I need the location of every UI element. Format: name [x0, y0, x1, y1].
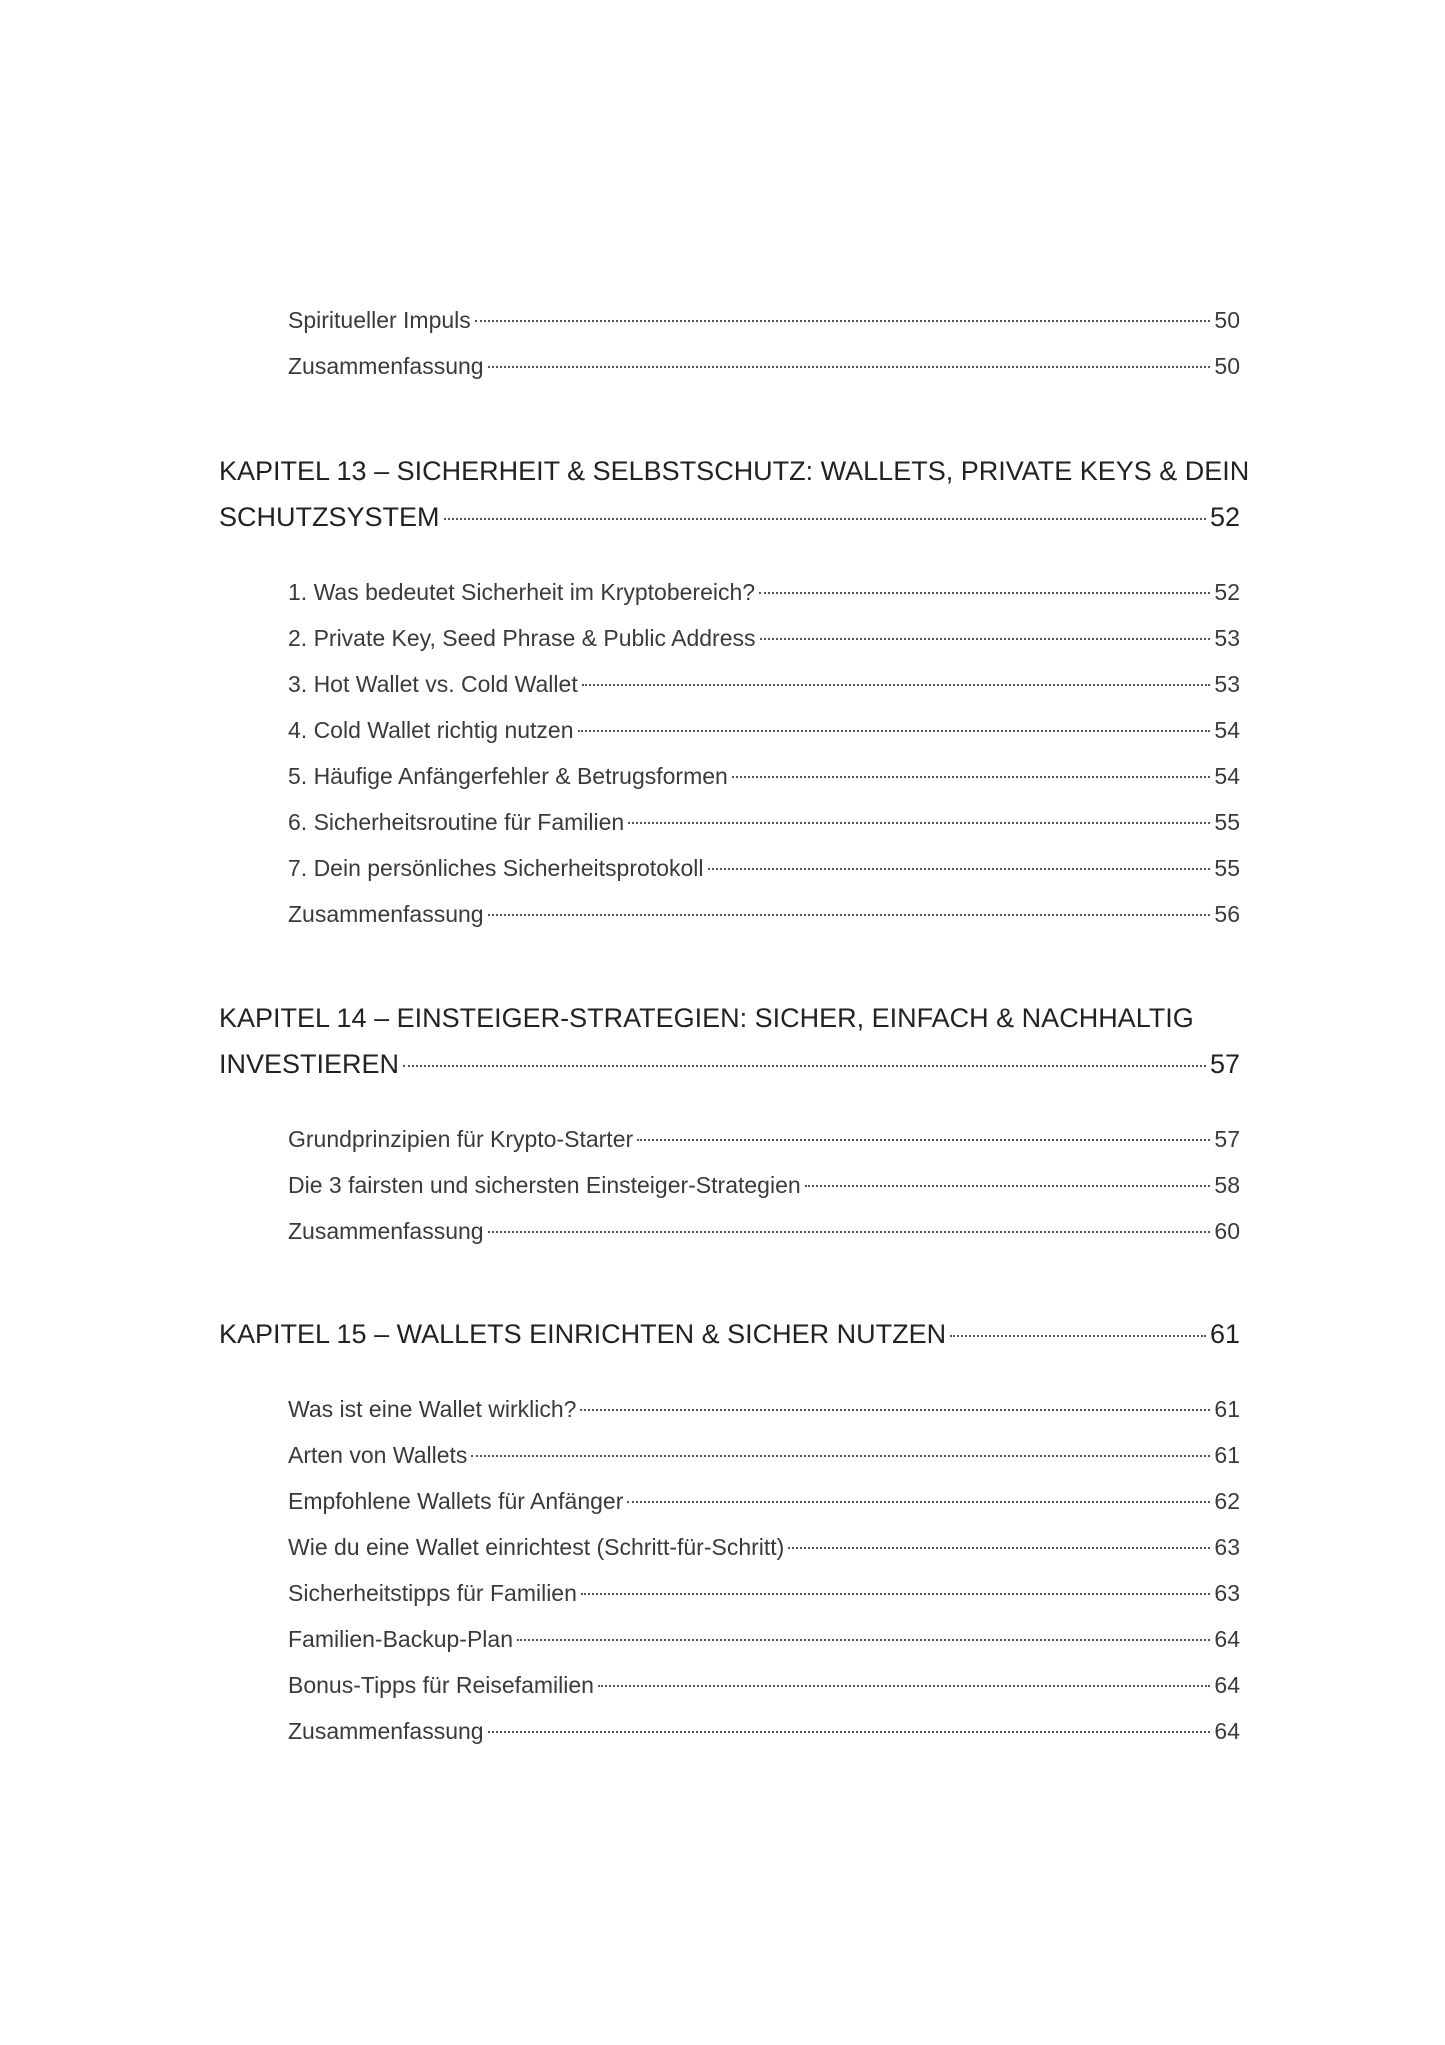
toc-entry[interactable] [288, 714, 1240, 746]
toc-entry-title: 1. Was bedeutet Sicherheit im Kryptobereich? [288, 579, 756, 605]
dot-leader [475, 320, 1211, 322]
toc-entry-page: 64 [1214, 1626, 1240, 1652]
dot-leader [488, 914, 1211, 916]
toc-entry-page: 55 [1214, 809, 1240, 835]
toc-entry-page: 56 [1214, 901, 1240, 927]
dot-leader [708, 868, 1211, 870]
toc-entry-page: 57 [1214, 1126, 1240, 1152]
toc-entry-page: 53 [1214, 671, 1240, 697]
toc-entry-title: Die 3 fairsten und sichersten Einsteiger-Strategien [288, 1172, 801, 1198]
toc-entry-page: 58 [1214, 1172, 1240, 1198]
chapter-title: INVESTIEREN [219, 1049, 400, 1079]
toc-entry-page: 64 [1214, 1718, 1240, 1744]
toc-entry-title: Wie du eine Wallet einrichtest (Schritt-für-Schritt) [288, 1534, 785, 1560]
toc-entry[interactable] [288, 1169, 1240, 1201]
dot-leader [582, 684, 1211, 686]
toc-entry-page: 54 [1214, 763, 1240, 789]
toc-entry-title: Familien-Backup-Plan [288, 1626, 513, 1652]
dot-leader [488, 1731, 1211, 1733]
toc-entry[interactable] [288, 1485, 1240, 1517]
toc-entry-spiritueller-impuls[interactable] [288, 304, 1240, 336]
dot-leader [581, 1593, 1211, 1595]
toc-entry[interactable] [288, 668, 1240, 700]
toc-entry[interactable] [288, 1123, 1240, 1155]
toc-entry[interactable] [288, 1531, 1240, 1563]
dot-leader [628, 822, 1210, 824]
toc-entry-page: 55 [1214, 855, 1240, 881]
toc-entry-title: 2. Private Key, Seed Phrase & Public Address [288, 625, 756, 651]
toc-entry[interactable] [288, 1715, 1240, 1747]
toc-entry-title: Spiritueller Impuls [288, 307, 471, 333]
chapter-page: 52 [1209, 502, 1240, 532]
chapter-13-heading-line1[interactable]: KAPITEL 13 – SICHERHEIT & SELBSTSCHUTZ: WALLETS, PRIVATE KEYS & DEIN [219, 456, 1250, 486]
dot-leader [517, 1639, 1210, 1641]
toc-entry-page: 54 [1214, 717, 1240, 743]
toc-entry[interactable] [288, 1577, 1240, 1609]
toc-entry-title: Grundprinzipien für Krypto-Starter [288, 1126, 634, 1152]
toc-entry-page: 50 [1214, 353, 1240, 379]
toc-entry[interactable] [288, 806, 1240, 838]
dot-leader [637, 1139, 1210, 1141]
chapter-14-heading[interactable] [219, 1046, 1240, 1082]
chapter-title: SCHUTZSYSTEM [219, 502, 440, 532]
toc-entry-title: Bonus-Tipps für Reisefamilien [288, 1672, 594, 1698]
toc-entry[interactable] [288, 852, 1240, 884]
dot-leader [444, 518, 1206, 520]
toc-entry[interactable] [288, 898, 1240, 930]
toc-entry-page: 50 [1214, 307, 1240, 333]
toc-entry-page: 61 [1214, 1396, 1240, 1422]
dot-leader [488, 1231, 1211, 1233]
toc-entry-title: Empfohlene Wallets für Anfänger [288, 1488, 624, 1514]
toc-entry-title: 3. Hot Wallet vs. Cold Wallet [288, 671, 578, 697]
toc-entry-title: 7. Dein persönliches Sicherheitsprotokoll [288, 855, 704, 881]
toc-entry-page: 62 [1214, 1488, 1240, 1514]
toc-entry-title: 5. Häufige Anfängerfehler & Betrugsformen [288, 763, 728, 789]
toc-entry-title: Zusammenfassung [288, 1218, 484, 1244]
toc-entry[interactable] [288, 576, 1240, 608]
dot-leader [598, 1685, 1210, 1687]
toc-entry[interactable] [288, 1393, 1240, 1425]
toc-entry[interactable] [288, 1623, 1240, 1655]
chapter-page: 57 [1209, 1049, 1240, 1079]
toc-entry-title: Sicherheitstipps für Familien [288, 1580, 577, 1606]
dot-leader [950, 1335, 1206, 1337]
toc-entry-page: 53 [1214, 625, 1240, 651]
dot-leader [732, 776, 1211, 778]
chapter-14-heading-line1[interactable]: KAPITEL 14 – EINSTEIGER-STRATEGIEN: SICHER, EINFACH & NACHHALTIG [219, 1003, 1194, 1033]
chapter-title: KAPITEL 15 – WALLETS EINRICHTEN & SICHER NUTZEN [219, 1319, 947, 1349]
chapter-15-heading[interactable] [219, 1316, 1240, 1352]
toc-entry-page: 63 [1214, 1580, 1240, 1606]
dot-leader [788, 1547, 1210, 1549]
toc-entry[interactable] [288, 760, 1240, 792]
dot-leader [760, 638, 1211, 640]
toc-entry-page: 52 [1214, 579, 1240, 605]
chapter-page: 61 [1209, 1319, 1240, 1349]
dot-leader [578, 730, 1211, 732]
toc-entry-page: 61 [1214, 1442, 1240, 1468]
toc-entry[interactable] [288, 1215, 1240, 1247]
dot-leader [403, 1065, 1206, 1067]
toc-entry-zusammenfassung[interactable] [288, 350, 1240, 382]
toc-entry-title: Zusammenfassung [288, 901, 484, 927]
dot-leader [759, 592, 1210, 594]
toc-entry-title: 4. Cold Wallet richtig nutzen [288, 717, 574, 743]
dot-leader [580, 1409, 1210, 1411]
toc-entry-title: Was ist eine Wallet wirklich? [288, 1396, 577, 1422]
dot-leader [805, 1185, 1211, 1187]
toc-entry[interactable] [288, 1439, 1240, 1471]
toc-entry-title: Zusammenfassung [288, 1718, 484, 1744]
dot-leader [488, 366, 1211, 368]
chapter-13-heading[interactable] [219, 499, 1240, 535]
dot-leader [471, 1455, 1210, 1457]
toc-entry-page: 60 [1214, 1218, 1240, 1244]
toc-entry[interactable] [288, 622, 1240, 654]
toc-entry-page: 64 [1214, 1672, 1240, 1698]
dot-leader [627, 1501, 1210, 1503]
toc-entry-title: Zusammenfassung [288, 353, 484, 379]
toc-entry-title: Arten von Wallets [288, 1442, 468, 1468]
toc-entry-title: 6. Sicherheitsroutine für Familien [288, 809, 625, 835]
toc-entry-page: 63 [1214, 1534, 1240, 1560]
toc-entry[interactable] [288, 1669, 1240, 1701]
